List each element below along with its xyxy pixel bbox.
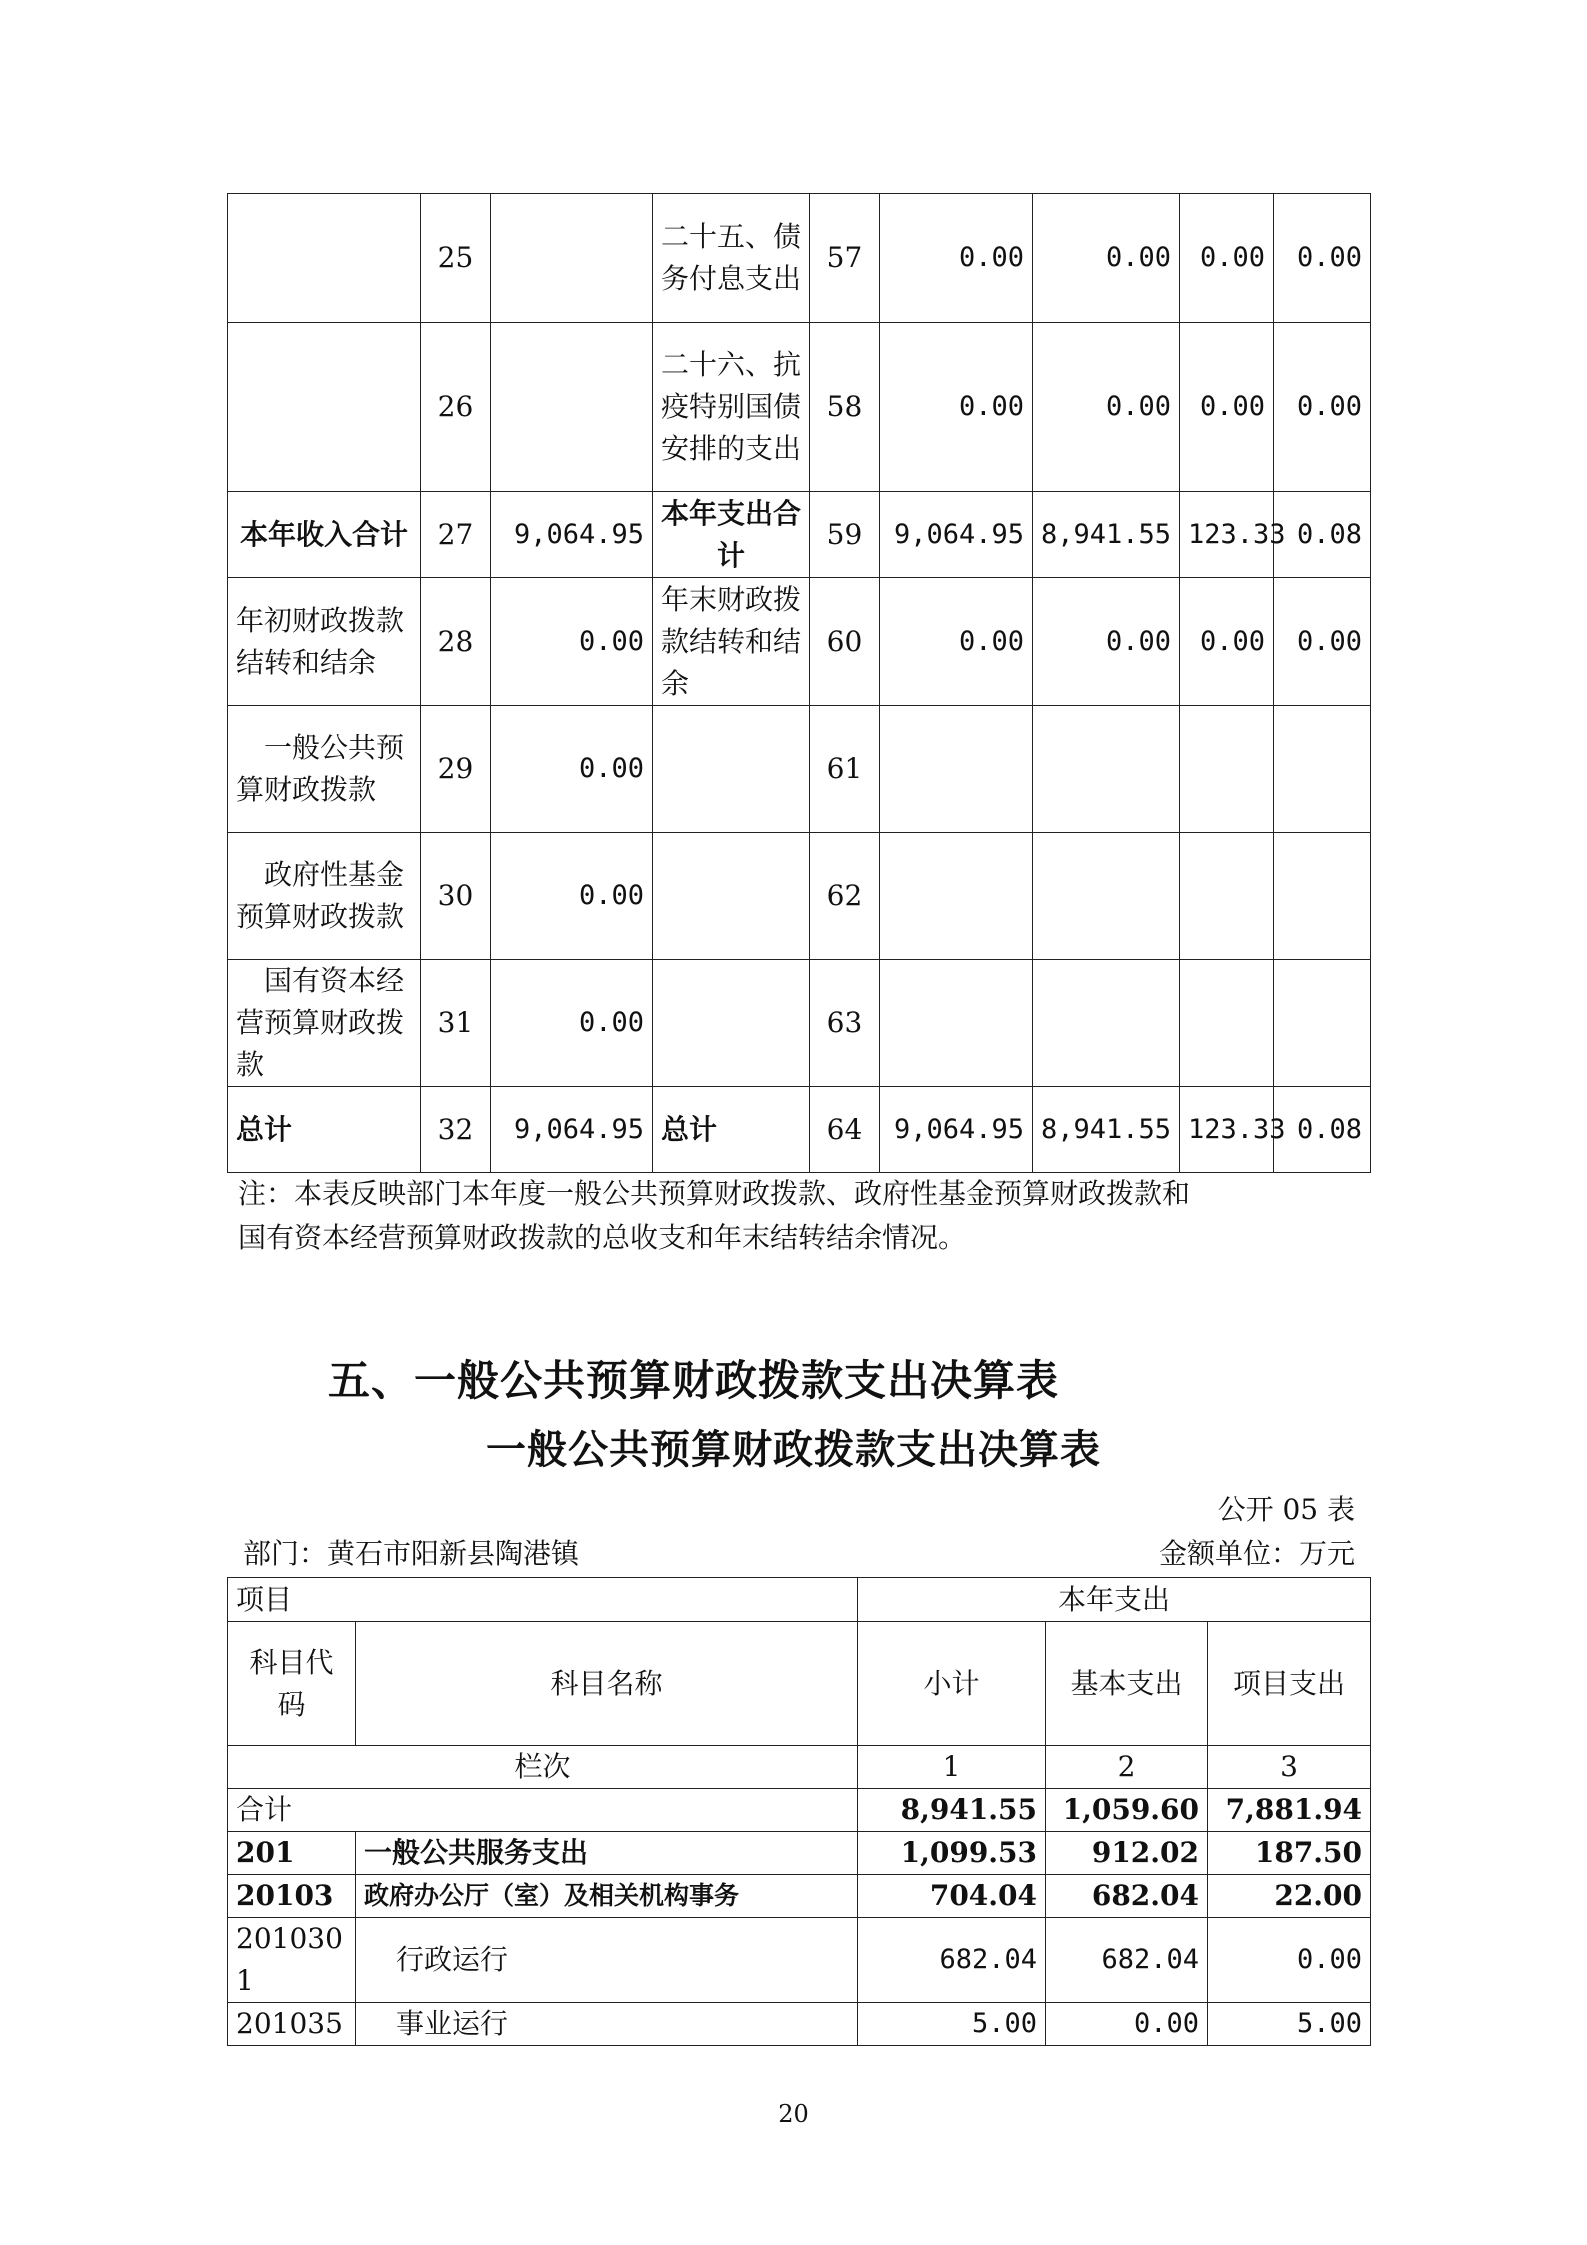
income-item	[228, 323, 421, 492]
expense-state-capital: 0.08	[1274, 492, 1371, 578]
income-line-no: 26	[421, 323, 491, 492]
row-code: 201	[228, 1832, 356, 1875]
income-line-no: 28	[421, 578, 491, 706]
row-name: 事业运行	[356, 2003, 858, 2046]
header-row	[228, 1746, 1371, 1789]
header-col-3: 3	[1208, 1746, 1371, 1789]
expense-fund-budget	[1180, 706, 1274, 833]
expense-line-no: 61	[810, 706, 880, 833]
income-item: 国有资本经营预算财政拨款	[228, 960, 421, 1087]
header-code: 科目代码	[228, 1622, 356, 1746]
table-row	[228, 323, 1371, 492]
row-project: 5.00	[1208, 2003, 1371, 2046]
expense-item: 总计	[653, 1087, 810, 1173]
expense-general-budget: 0.00	[1033, 194, 1180, 323]
income-amount	[491, 194, 653, 323]
expense-fund-budget: 123.33	[1180, 1087, 1274, 1173]
table-row	[228, 1918, 1371, 2003]
expense-fund-budget: 0.00	[1180, 323, 1274, 492]
expense-general-budget	[1033, 833, 1180, 960]
expense-fund-budget	[1180, 833, 1274, 960]
table-row	[228, 492, 1371, 578]
expense-line-no: 60	[810, 578, 880, 706]
expense-state-capital: 0.08	[1274, 1087, 1371, 1173]
expense-general-budget: 0.00	[1033, 323, 1180, 492]
expense-state-capital: 0.00	[1274, 194, 1371, 323]
income-line-no: 30	[421, 833, 491, 960]
expense-state-capital	[1274, 706, 1371, 833]
expense-line-no: 62	[810, 833, 880, 960]
income-item: 政府性基金预算财政拨款	[228, 833, 421, 960]
row-subtotal: 5.00	[858, 2003, 1046, 2046]
expense-line-no: 59	[810, 492, 880, 578]
table-title: 一般公共预算财政拨款支出决算表	[486, 1427, 1101, 1473]
expense-total: 9,064.95	[880, 1087, 1033, 1173]
note-line: 注：本表反映部门本年度一般公共预算财政拨款、政府性基金预算财政拨款和	[238, 1177, 1191, 1210]
expense-total	[880, 960, 1033, 1087]
row-name: 一般公共服务支出	[356, 1832, 858, 1875]
expense-item: 本年支出合计	[653, 492, 810, 578]
expense-line-no: 57	[810, 194, 880, 323]
row-code: 2010301	[228, 1918, 356, 2003]
row-code: 合计	[228, 1789, 858, 1832]
header-col-2: 2	[1046, 1746, 1208, 1789]
table-row	[228, 706, 1371, 833]
expense-item	[653, 833, 810, 960]
section-heading: 五、一般公共预算财政拨款支出决算表	[328, 1356, 1060, 1405]
header-col-1: 1	[858, 1746, 1046, 1789]
row-subtotal: 704.04	[858, 1875, 1046, 1918]
row-basic: 912.02	[1046, 1832, 1208, 1875]
expense-fund-budget: 0.00	[1180, 194, 1274, 323]
expense-total: 0.00	[880, 194, 1033, 323]
department-label: 部门：黄石市阳新县陶港镇	[243, 1537, 580, 1570]
expense-line-no: 58	[810, 323, 880, 492]
income-amount: 0.00	[491, 833, 653, 960]
expense-total: 0.00	[880, 578, 1033, 706]
income-line-no: 25	[421, 194, 491, 323]
table-row	[228, 1087, 1371, 1173]
expense-total: 9,064.95	[880, 492, 1033, 578]
expense-fund-budget: 123.33	[1180, 492, 1274, 578]
income-amount: 0.00	[491, 960, 653, 1087]
expense-item	[653, 960, 810, 1087]
income-line-no: 29	[421, 706, 491, 833]
table-row	[228, 2003, 1371, 2046]
expense-general-budget: 8,941.55	[1033, 1087, 1180, 1173]
header-subtotal: 小计	[858, 1622, 1046, 1746]
row-code: 20103	[228, 1875, 356, 1918]
row-project: 7,881.94	[1208, 1789, 1371, 1832]
row-subtotal: 682.04	[858, 1918, 1046, 2003]
table-row	[228, 1789, 1371, 1832]
expense-total: 0.00	[880, 323, 1033, 492]
income-expense-table	[227, 193, 1371, 1173]
header-name: 科目名称	[356, 1622, 858, 1746]
expense-general-budget: 8,941.55	[1033, 492, 1180, 578]
row-project: 0.00	[1208, 1918, 1371, 2003]
income-amount	[491, 323, 653, 492]
expense-total	[880, 833, 1033, 960]
row-basic: 0.00	[1046, 2003, 1208, 2046]
note-line: 国有资本经营预算财政拨款的总收支和年末结转结余情况。	[238, 1221, 967, 1254]
row-project: 22.00	[1208, 1875, 1371, 1918]
expense-line-no: 63	[810, 960, 880, 1087]
page-number: 20	[778, 2100, 809, 2128]
expense-state-capital	[1274, 833, 1371, 960]
header-project: 项目	[228, 1578, 858, 1622]
header-basic-expense: 基本支出	[1046, 1622, 1208, 1746]
table-row	[228, 1875, 1371, 1918]
expense-state-capital: 0.00	[1274, 578, 1371, 706]
income-line-no: 27	[421, 492, 491, 578]
table-row	[228, 1832, 1371, 1875]
expense-item: 年末财政拨款结转和结余	[653, 578, 810, 706]
expense-fund-budget: 0.00	[1180, 578, 1274, 706]
unit-label: 金额单位：万元	[1158, 1537, 1355, 1570]
header-row	[228, 1578, 1371, 1622]
income-item	[228, 194, 421, 323]
income-item: 一般公共预算财政拨款	[228, 706, 421, 833]
income-item: 年初财政拨款结转和结余	[228, 578, 421, 706]
row-subtotal: 8,941.55	[858, 1789, 1046, 1832]
row-project: 187.50	[1208, 1832, 1371, 1875]
general-budget-expense-table	[227, 1577, 1371, 2046]
header-current-year-expense: 本年支出	[858, 1578, 1371, 1622]
row-name: 行政运行	[356, 1918, 858, 2003]
row-basic: 682.04	[1046, 1875, 1208, 1918]
income-amount: 9,064.95	[491, 1087, 653, 1173]
row-code: 201035	[228, 2003, 356, 2046]
expense-general-budget	[1033, 960, 1180, 1087]
row-basic: 682.04	[1046, 1918, 1208, 2003]
header-row	[228, 1622, 1371, 1746]
expense-item: 二十六、抗疫特别国债安排的支出	[653, 323, 810, 492]
table-code: 公开 05 表	[1217, 1493, 1355, 1526]
header-project-expense: 项目支出	[1208, 1622, 1371, 1746]
expense-general-budget: 0.00	[1033, 578, 1180, 706]
expense-general-budget	[1033, 706, 1180, 833]
header-column-no: 栏次	[228, 1746, 858, 1789]
income-item: 总计	[228, 1087, 421, 1173]
expense-line-no: 64	[810, 1087, 880, 1173]
income-amount: 0.00	[491, 578, 653, 706]
row-name: 政府办公厅（室）及相关机构事务	[356, 1875, 858, 1918]
expense-item: 二十五、债务付息支出	[653, 194, 810, 323]
expense-item	[653, 706, 810, 833]
expense-fund-budget	[1180, 960, 1274, 1087]
income-line-no: 32	[421, 1087, 491, 1173]
table-row	[228, 578, 1371, 706]
table-row	[228, 194, 1371, 323]
income-item: 本年收入合计	[228, 492, 421, 578]
table-note	[238, 1172, 1368, 1260]
expense-state-capital	[1274, 960, 1371, 1087]
table-row	[228, 833, 1371, 960]
expense-state-capital: 0.00	[1274, 323, 1371, 492]
row-subtotal: 1,099.53	[858, 1832, 1046, 1875]
table-row	[228, 960, 1371, 1087]
row-basic: 1,059.60	[1046, 1789, 1208, 1832]
expense-total	[880, 706, 1033, 833]
income-amount: 0.00	[491, 706, 653, 833]
income-line-no: 31	[421, 960, 491, 1087]
income-amount: 9,064.95	[491, 492, 653, 578]
